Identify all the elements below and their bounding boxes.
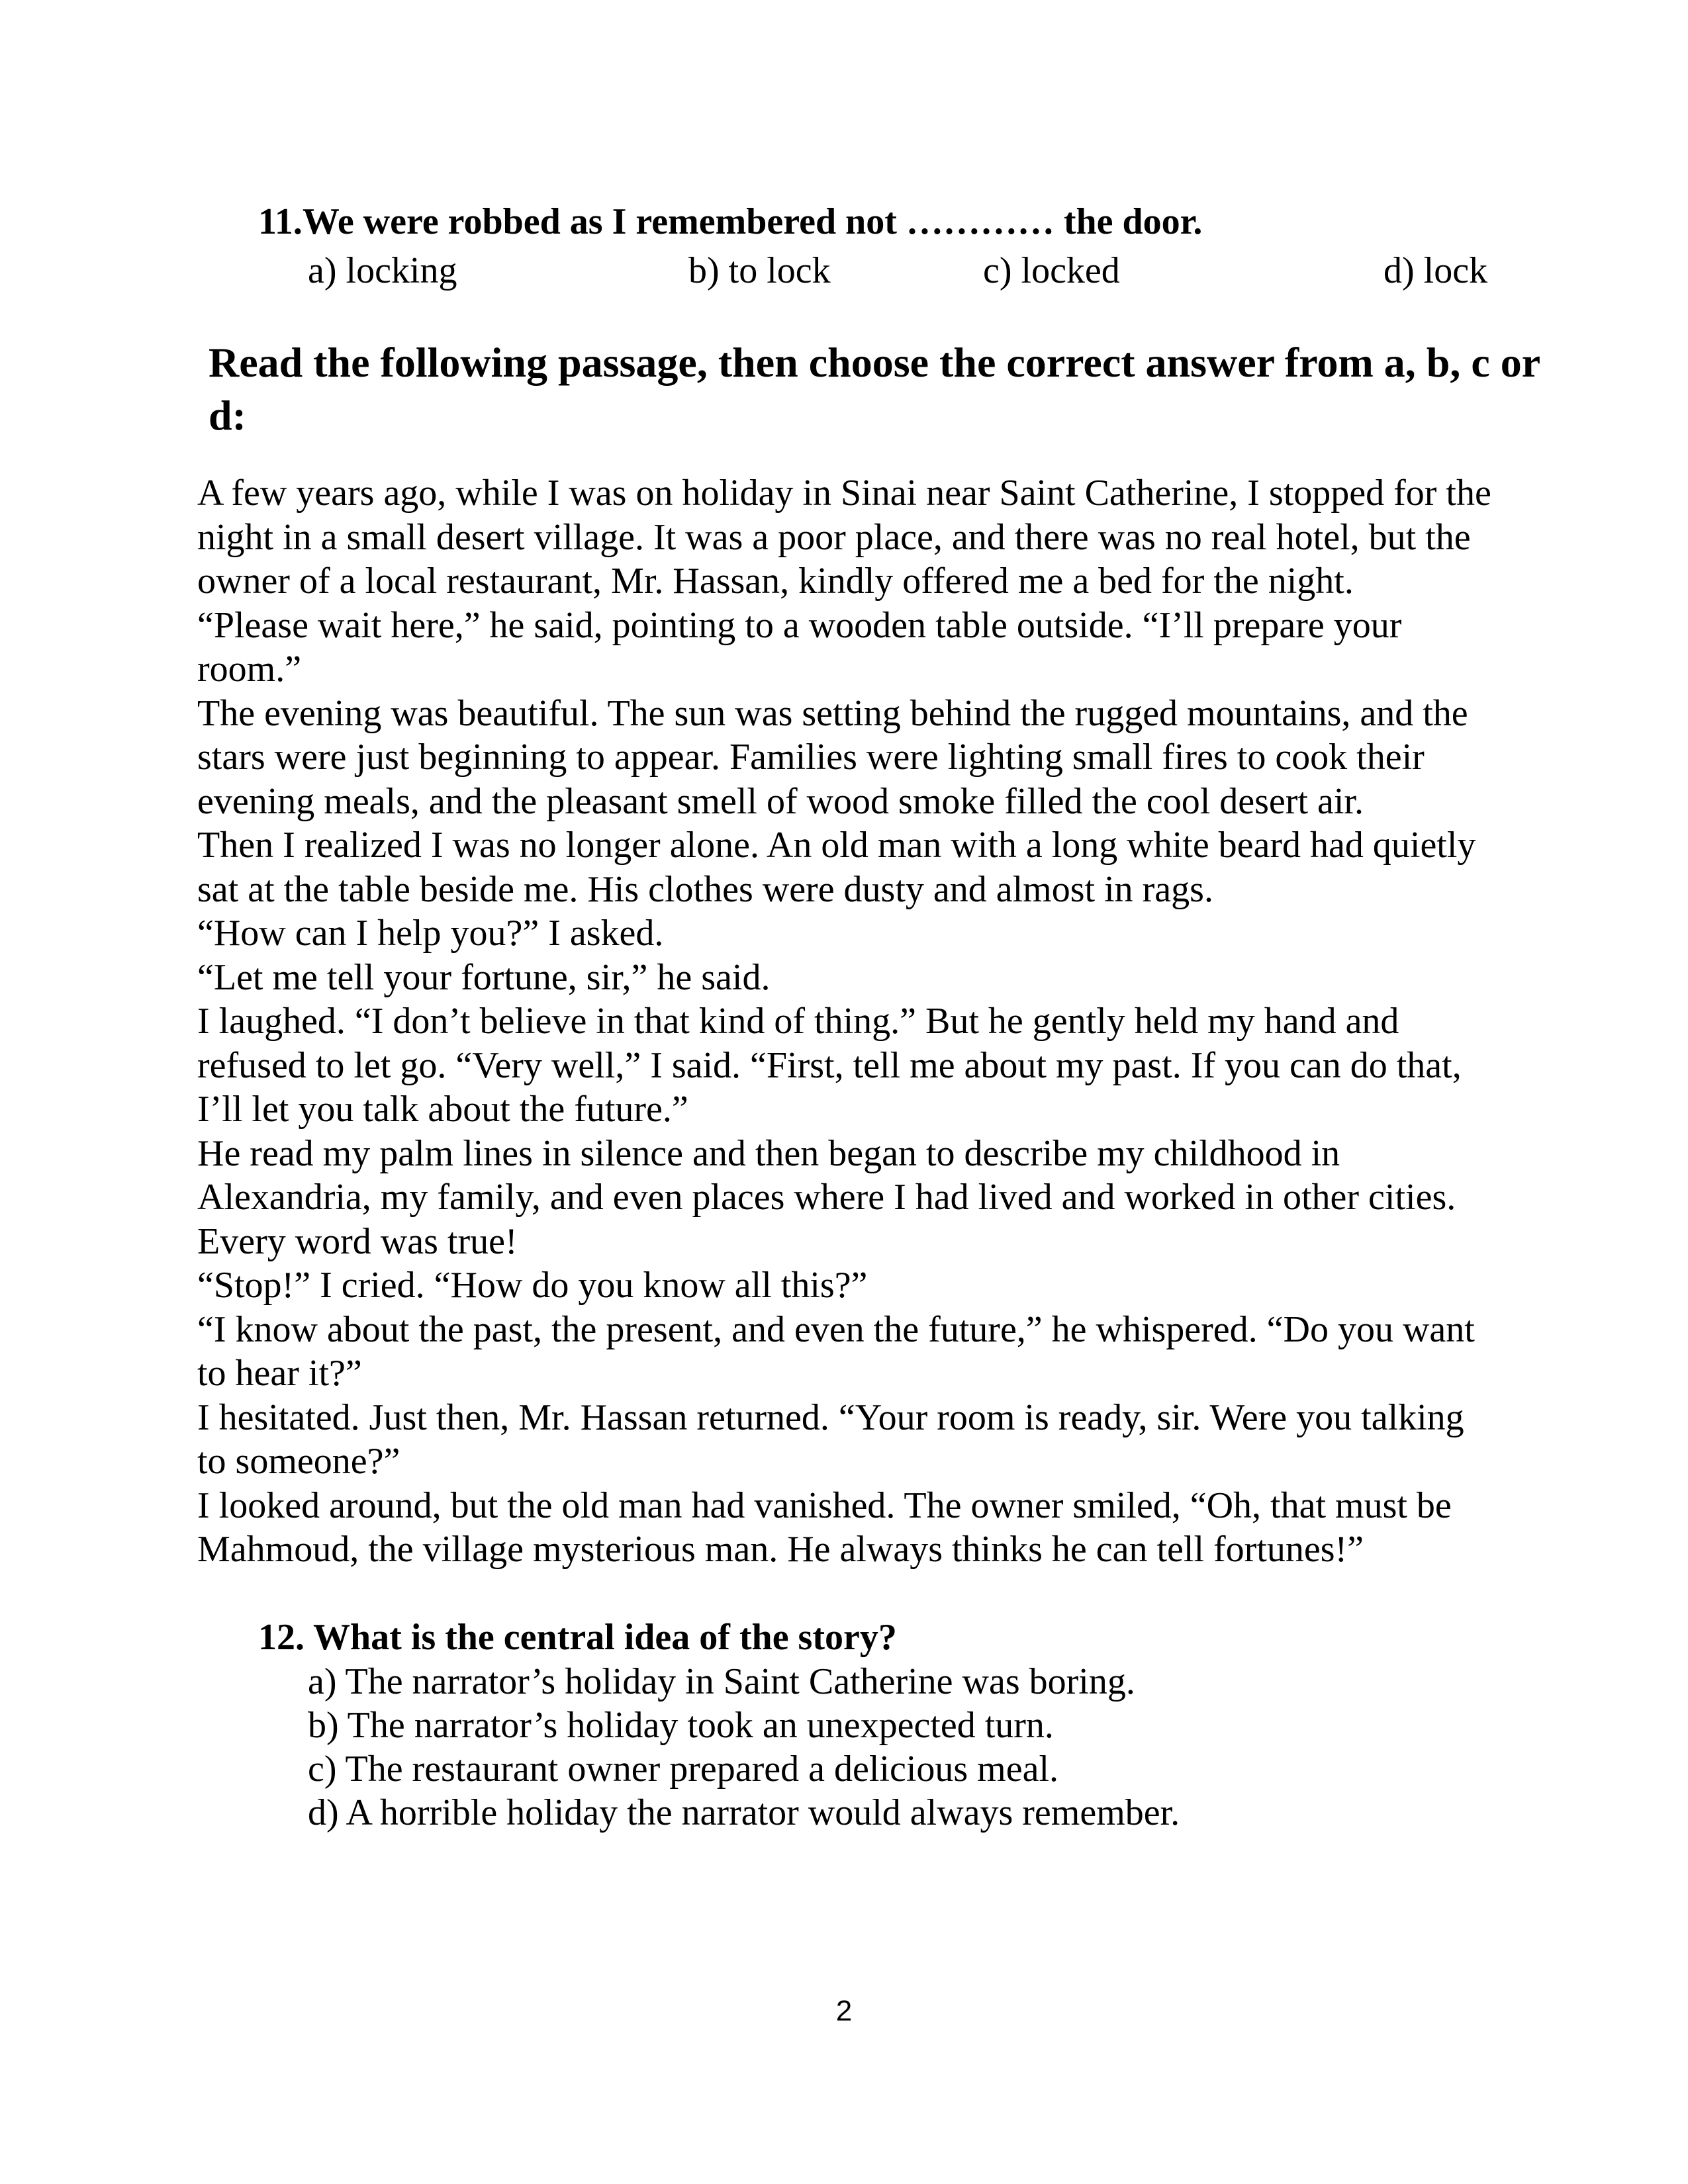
question-12-option-d[interactable]: d) A horrible holiday the narrator would always remember. — [308, 1792, 1180, 1833]
question-12 — [258, 1615, 1556, 1835]
question-11-option-b[interactable]: b) to lock — [688, 250, 831, 291]
passage-line: “Stop!” I cried. “How do you know all this?” — [197, 1265, 868, 1306]
passage-line: I’ll let you talk about the future.” — [197, 1089, 688, 1130]
page-number: 2 — [835, 1995, 853, 2027]
passage-line: to someone?” — [197, 1441, 400, 1482]
question-11-stem: 11.We were robbed as I remembered not ………… the door. — [258, 201, 1203, 242]
passage-line: stars were just beginning to appear. Families were lighting small fires to cook their — [197, 737, 1425, 778]
passage-line: night in a small desert village. It was a poor place, and there was no real hotel, but the — [197, 516, 1471, 558]
passage-line: evening meals, and the pleasant smell of wood smoke filled the cool desert air. — [197, 780, 1364, 822]
passage-line: “Let me tell your fortune, sir,” he said. — [197, 956, 771, 998]
question-12-stem: 12. What is the central idea of the story? — [258, 1617, 897, 1658]
passage-line: sat at the table beside me. His clothes were dusty and almost in rags. — [197, 868, 1213, 910]
passage-line: I laughed. “I don’t believe in that kind of thing.” But he gently held my hand and — [197, 1001, 1399, 1042]
passage-line: Then I realized I was no longer alone. An old man with a long white beard had quietly — [197, 825, 1476, 866]
passage-line: I hesitated. Just then, Mr. Hassan returned. “Your room is ready, sir. Were you talking — [197, 1396, 1464, 1438]
passage-instruction: Read the following passage, then choose the correct answer from a, b, c or d: — [209, 339, 1540, 439]
passage-line: owner of a local restaurant, Mr. Hassan, kindly offered me a bed for the night. — [197, 561, 1354, 602]
passage-line: Alexandria, my family, and even places where I had lived and worked in other cities. — [197, 1177, 1456, 1218]
passage-line: “I know about the past, the present, and even the future,” he whispered. “Do you want — [197, 1308, 1475, 1350]
reading-passage — [197, 471, 1554, 1572]
passage-line: to hear it?” — [197, 1353, 362, 1394]
question-12-options — [258, 1660, 1556, 1835]
question-12-option-b[interactable]: b) The narrator’s holiday took an unexpected turn. — [308, 1705, 1054, 1746]
passage-line: Mahmoud, the village mysterious man. He always thinks he can tell fortunes!” — [197, 1529, 1364, 1570]
question-12-option-a[interactable]: a) The narrator’s holiday in Saint Catherine was boring. — [308, 1661, 1135, 1702]
passage-line: “How can I help you?” I asked. — [197, 913, 664, 954]
passage-line: The evening was beautiful. The sun was setting behind the rugged mountains, and the — [197, 692, 1468, 734]
passage-line: I looked around, but the old man had vanished. The owner smiled, “Oh, that must be — [197, 1484, 1452, 1526]
passage-line: A few years ago, while I was on holiday in Sinai near Saint Catherine, I stopped for the — [197, 473, 1491, 514]
passage-line: refused to let go. “Very well,” I said. “First, tell me about my past. If you can do that, — [197, 1044, 1462, 1086]
question-11-option-c[interactable]: c) locked — [983, 250, 1120, 291]
passage-line: room.” — [197, 649, 302, 690]
question-11 — [258, 199, 1556, 296]
passage-line: He read my palm lines in silence and then began to describe my childhood in — [197, 1132, 1340, 1174]
question-11-option-d[interactable]: d) lock — [1383, 250, 1488, 291]
question-11-options — [258, 245, 1556, 296]
passage-line: Every word was true! — [197, 1220, 518, 1262]
passage-line: “Please wait here,” he said, pointing to a wooden table outside. “I’ll prepare your — [197, 604, 1402, 646]
question-12-option-c[interactable]: c) The restaurant owner prepared a delicious meal. — [308, 1749, 1058, 1790]
question-11-option-a[interactable]: a) locking — [308, 250, 457, 291]
